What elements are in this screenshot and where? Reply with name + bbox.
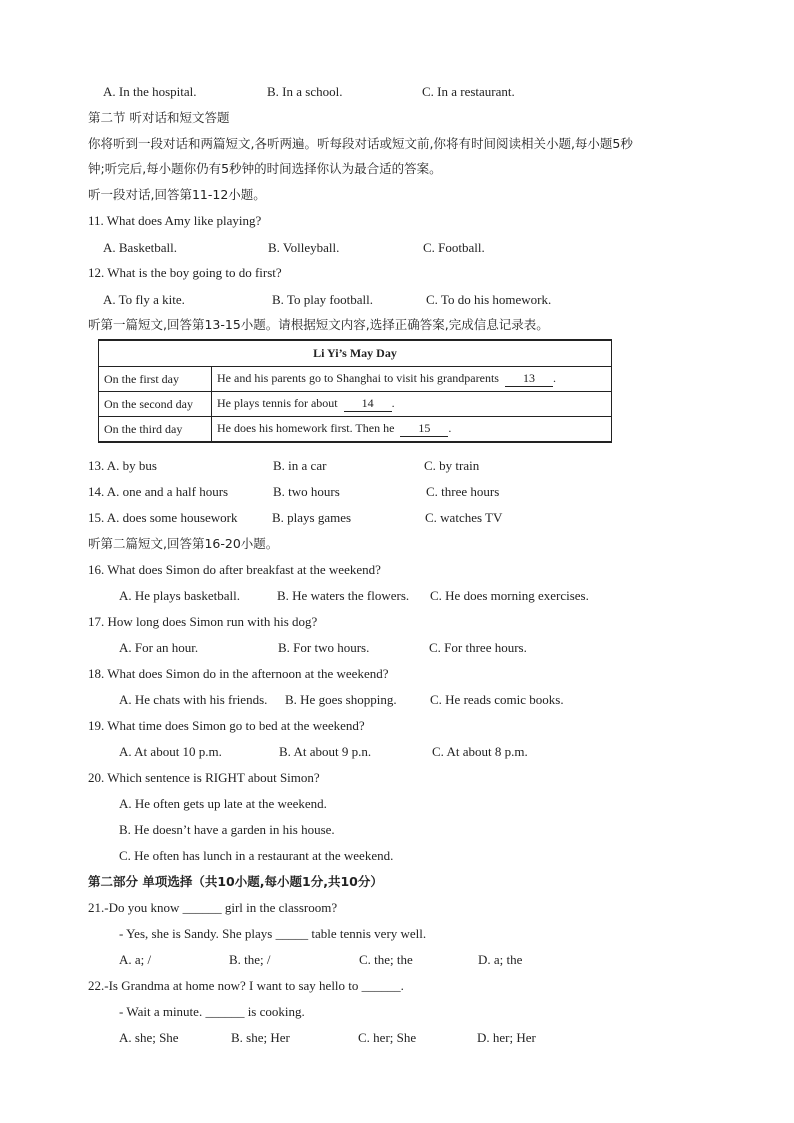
answer-blank-14: 14 bbox=[344, 396, 392, 412]
q18-stem: 18. What does Simon do in the afternoon at the weekend? bbox=[88, 666, 389, 681]
passage1-intro: 听第一篇短文,回答第13-15小题。请根据短文内容,选择正确答案,完成信息记录表。 bbox=[88, 317, 549, 332]
q20-option-b: B. He doesn’t have a garden in his house. bbox=[119, 822, 335, 837]
q20-option-a: A. He often gets up late at the weekend. bbox=[119, 796, 327, 811]
part2-title: 第二部分 单项选择（共10小题,每小题1分,共10分） bbox=[88, 874, 383, 889]
q15-option-b: B. plays games bbox=[272, 510, 352, 525]
q11-stem: 11. What does Amy like playing? bbox=[88, 213, 262, 228]
table-text: He and his parents go to Shanghai to visit his grandparents bbox=[217, 371, 499, 385]
q21-line-2: - Yes, she is Sandy. She plays _____ table tennis very well. bbox=[119, 926, 427, 941]
table-day: On the first day bbox=[99, 367, 212, 392]
q10-option-c: C. In a restaurant. bbox=[422, 84, 515, 99]
q16-option-c: C. He does morning exercises. bbox=[430, 588, 589, 603]
q19-stem: 19. What time does Simon go to bed at the weekend? bbox=[88, 718, 365, 733]
q13-option-b: B. in a car bbox=[273, 458, 327, 473]
q21-option-a: A. a; / bbox=[119, 952, 152, 967]
q16-option-b: B. He waters the flowers. bbox=[277, 588, 410, 603]
q12-option-c: C. To do his homework. bbox=[426, 292, 552, 307]
table-cell bbox=[212, 367, 612, 392]
instructions-line-1: 你将听到一段对话和两篇短文,各听两遍。听每段对话或短文前,你将有时间阅读相关小题,每小题5秒 bbox=[88, 136, 633, 151]
q18-option-c: C. He reads comic books. bbox=[430, 692, 564, 707]
instructions-line-2: 钟;听完后,每小题你仍有5秒钟的时间选择你认为最合适的答案。 bbox=[88, 161, 442, 176]
table-day: On the second day bbox=[99, 392, 212, 417]
table-text: He plays tennis for about bbox=[217, 396, 338, 410]
table-title: Li Yi’s May Day bbox=[99, 340, 612, 367]
q14-option-b: B. two hours bbox=[273, 484, 340, 499]
q22-line-2: - Wait a minute. ______ is cooking. bbox=[119, 1004, 305, 1019]
q16-stem: 16. What does Simon do after breakfast at the weekend? bbox=[88, 562, 381, 577]
q18-option-a: A. He chats with his friends. bbox=[119, 692, 268, 707]
q19-option-b: B. At about 9 p.n. bbox=[279, 744, 372, 759]
q11-option-c: C. Football. bbox=[423, 240, 485, 255]
q17-stem: 17. How long does Simon run with his dog? bbox=[88, 614, 318, 629]
q21-option-d: D. a; the bbox=[478, 952, 523, 967]
answer-blank-15: 15 bbox=[400, 421, 448, 437]
q19-option-a: A. At about 10 p.m. bbox=[119, 744, 222, 759]
answer-blank-13: 13 bbox=[505, 371, 553, 387]
q22-option-b: B. she; Her bbox=[231, 1030, 290, 1045]
q21-option-b: B. the; / bbox=[229, 952, 271, 967]
q12-stem: 12. What is the boy going to do first? bbox=[88, 265, 282, 280]
table-cell bbox=[212, 417, 612, 443]
q11-option-a: A. Basketball. bbox=[103, 240, 178, 255]
q17-option-b: B. For two hours. bbox=[278, 640, 370, 655]
table-row bbox=[99, 392, 612, 417]
q17-option-c: C. For three hours. bbox=[429, 640, 527, 655]
table-cell bbox=[212, 392, 612, 417]
passage2-intro: 听第二篇短文,回答第16-20小题。 bbox=[88, 536, 279, 551]
q20-stem: 20. Which sentence is RIGHT about Simon? bbox=[88, 770, 320, 785]
q17-option-a: A. For an hour. bbox=[119, 640, 199, 655]
table-text-end: . bbox=[391, 396, 395, 410]
q19-option-c: C. At about 8 p.m. bbox=[432, 744, 528, 759]
info-record-table bbox=[98, 339, 612, 443]
q10-option-b: B. In a school. bbox=[267, 84, 343, 99]
table-row bbox=[99, 417, 612, 443]
table-row bbox=[99, 367, 612, 392]
q21-line-1: 21.-Do you know ______ girl in the classroom? bbox=[88, 900, 338, 915]
q14-option-a: 14. A. one and a half hours bbox=[88, 484, 229, 499]
q21-option-c: C. the; the bbox=[359, 952, 413, 967]
q11-option-b: B. Volleyball. bbox=[268, 240, 340, 255]
q20-option-c: C. He often has lunch in a restaurant at the weekend. bbox=[119, 848, 394, 863]
q13-option-c: C. by train bbox=[424, 458, 480, 473]
q12-option-a: A. To fly a kite. bbox=[103, 292, 185, 307]
q15-option-c: C. watches TV bbox=[425, 510, 503, 525]
table-day: On the third day bbox=[99, 417, 212, 443]
q13-option-a: 13. A. by bus bbox=[88, 458, 157, 473]
q12-option-b: B. To play football. bbox=[272, 292, 374, 307]
table-text-end: . bbox=[448, 421, 452, 435]
q10-option-a: A. In the hospital. bbox=[103, 84, 197, 99]
q15-option-a: 15. A. does some housework bbox=[88, 510, 238, 525]
q18-option-b: B. He goes shopping. bbox=[285, 692, 397, 707]
q22-option-c: C. her; She bbox=[358, 1030, 417, 1045]
q16-option-a: A. He plays basketball. bbox=[119, 588, 240, 603]
q22-option-d: D. her; Her bbox=[477, 1030, 536, 1045]
dialogue-intro: 听一段对话,回答第11-12小题。 bbox=[88, 187, 266, 202]
table-text-end: . bbox=[552, 371, 556, 385]
q22-option-a: A. she; She bbox=[119, 1030, 179, 1045]
q14-option-c: C. three hours bbox=[426, 484, 500, 499]
table-text: He does his homework first. Then he bbox=[217, 421, 395, 435]
section2-title: 第二节 听对话和短文答题 bbox=[88, 110, 230, 125]
q22-line-1: 22.-Is Grandma at home now? I want to say hello to ______. bbox=[88, 978, 404, 993]
